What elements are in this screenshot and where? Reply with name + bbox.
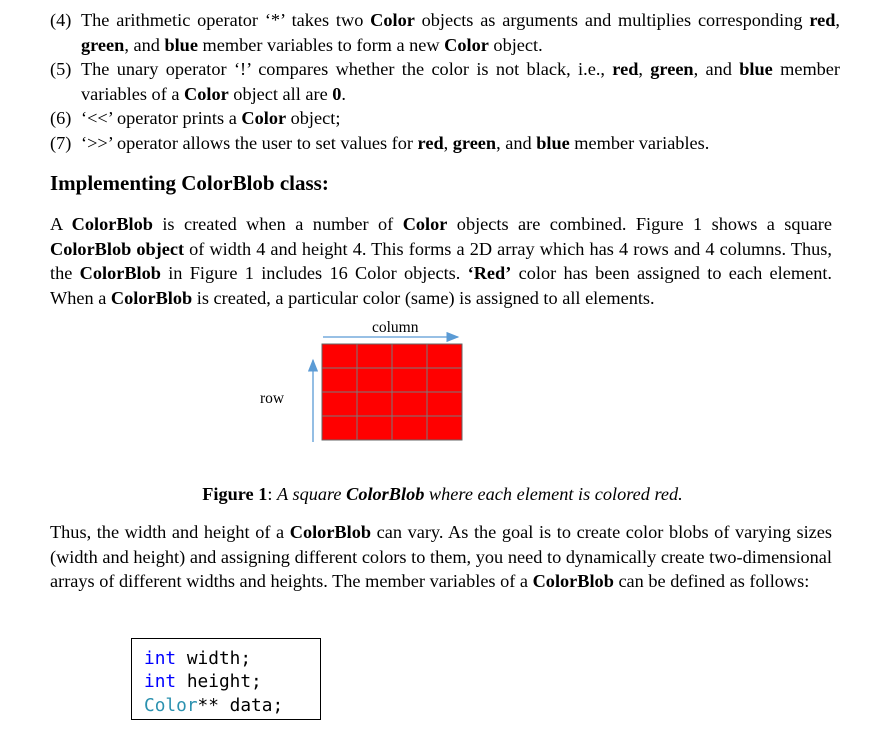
text-run: A <box>50 214 72 234</box>
text-run: member variables. <box>569 132 710 153</box>
operator-list <box>50 8 840 156</box>
bold-term: ColorBlob <box>79 263 161 284</box>
color-cell <box>427 416 462 440</box>
text-run: member variables of a <box>81 59 841 104</box>
grid-outline <box>322 344 462 440</box>
text-run: object; <box>286 108 341 129</box>
text-run: can be defined as follows: <box>613 571 810 592</box>
text-run: objects as arguments and multiplies corresponding <box>414 10 810 30</box>
text-run: member variables to form a new <box>197 34 445 55</box>
operator-list-item <box>50 131 840 156</box>
text-run: , and <box>124 34 165 55</box>
figure-caption-bold: ColorBlob <box>346 484 425 504</box>
bold-term: red <box>417 132 444 153</box>
text-run: , <box>835 10 840 30</box>
code-block-member-variables <box>131 638 321 720</box>
color-cell <box>357 392 392 416</box>
list-item-text <box>81 57 840 106</box>
text-run: ‘>>’ operator allows the user to set values for <box>81 132 418 153</box>
color-cell <box>357 416 392 440</box>
bold-term: Color <box>241 108 287 129</box>
color-cell <box>357 368 392 392</box>
list-item-number: (4) <box>50 10 72 30</box>
color-cell <box>392 392 427 416</box>
bold-term: blue <box>536 132 570 153</box>
text-run: , <box>443 132 453 153</box>
color-cell <box>427 344 462 368</box>
text-run: The unary operator ‘!’ compares whether the color is not black, i.e., <box>81 59 613 80</box>
bold-term: ColorBlob object <box>50 238 185 259</box>
color-cell <box>322 344 357 368</box>
bold-term: red <box>612 59 639 80</box>
color-cell <box>357 344 392 368</box>
bold-term: red <box>809 10 836 30</box>
colorblob-description-paragraph <box>50 212 832 310</box>
code-line <box>144 647 320 670</box>
figure-caption <box>0 484 885 505</box>
figure-caption-text-a: A square <box>277 484 347 504</box>
text-run: is created, a particular color (same) is assigned to all elements. <box>192 287 655 308</box>
bold-term: ‘Red’ <box>467 263 512 284</box>
color-cell <box>322 368 357 392</box>
color-cell <box>427 392 462 416</box>
list-item-number: (6) <box>50 108 72 129</box>
color-cell <box>322 392 357 416</box>
bold-term: Color <box>444 34 489 55</box>
bold-term: Color <box>184 83 229 104</box>
bold-term: ColorBlob <box>289 522 372 542</box>
code-line <box>144 670 320 693</box>
color-cell <box>322 416 357 440</box>
code-declaration: height; <box>176 671 262 693</box>
text-run: color has been assigned to each element. When a <box>50 263 832 308</box>
text-run: is created when a number of <box>152 214 403 234</box>
text-run: . <box>341 83 346 104</box>
figure-caption-number: Figure 1 <box>202 484 268 504</box>
text-run: ‘<<’ operator prints a <box>81 108 242 129</box>
list-item-number: (7) <box>50 132 72 153</box>
color-cell <box>392 368 427 392</box>
list-item-number: (5) <box>50 59 72 80</box>
bold-term: Color <box>402 214 448 234</box>
color-cell <box>427 368 462 392</box>
text-run: in Figure 1 includes 16 Color objects. <box>160 263 468 284</box>
text-run: , and <box>496 132 537 153</box>
code-line <box>144 694 320 717</box>
code-type-keyword: int <box>144 671 177 693</box>
bold-term: 0 <box>332 83 342 104</box>
bold-term: green <box>81 34 125 55</box>
color-cell <box>392 344 427 368</box>
text-run: can vary. As the goal is to create color blobs of varying sizes (width and height) and assigning different colors to them, you need to dynamically create two-dimensional arrays of different widths and heights. The member variables of a <box>50 522 832 592</box>
bold-term: ColorBlob <box>110 287 193 308</box>
bold-term: blue <box>164 34 198 55</box>
bold-term: ColorBlob <box>532 571 614 592</box>
operator-list-item <box>50 57 840 106</box>
operator-list-item <box>50 106 840 131</box>
column-axis-label: column <box>372 319 419 336</box>
text-run: object. <box>488 34 543 55</box>
bold-term: Color <box>370 10 415 30</box>
code-type-keyword: Color <box>144 694 198 716</box>
text-run: , and <box>693 59 740 80</box>
list-item-text <box>81 106 840 131</box>
text-run: objects are combined. Figure 1 shows a square <box>447 214 833 234</box>
bold-term: blue <box>739 59 773 80</box>
code-declaration: width; <box>176 648 252 669</box>
figure-caption-text-b: where each element is colored red. <box>424 484 683 504</box>
bold-term: ColorBlob <box>71 214 153 234</box>
dynamic-array-paragraph <box>50 520 832 594</box>
list-item-text <box>81 131 840 156</box>
list-item-text <box>81 8 840 57</box>
text-run: The arithmetic operator ‘*’ takes two <box>81 10 371 30</box>
bold-term: green <box>650 59 694 80</box>
figure-caption-separator: : <box>267 484 278 504</box>
text-run: of width 4 and height 4. This forms a 2D array which has 4 rows and 4 columns. Thus, the <box>50 238 832 284</box>
color-cell <box>392 416 427 440</box>
text-run: , <box>638 59 651 80</box>
operator-list-item <box>50 8 840 57</box>
bold-term: green <box>452 132 497 153</box>
text-run: object all are <box>228 83 333 104</box>
code-type-keyword: int <box>144 648 177 669</box>
text-run: Thus, the width and height of a <box>50 522 290 542</box>
section-heading: Implementing ColorBlob class: <box>50 171 329 195</box>
code-declaration: ** data; <box>197 694 284 716</box>
row-axis-label: row <box>260 390 285 407</box>
